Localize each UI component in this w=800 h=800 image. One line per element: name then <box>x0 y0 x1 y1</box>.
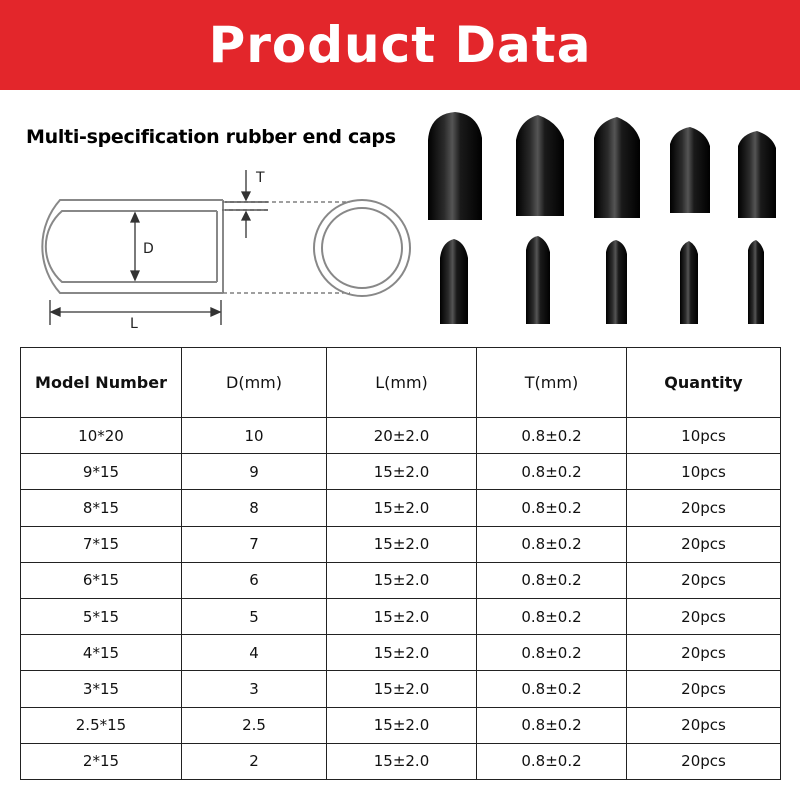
cell-d: 2.5 <box>182 707 327 743</box>
cell-quantity: 20pcs <box>627 598 781 634</box>
cap-icon <box>738 131 776 218</box>
table-row <box>21 418 781 454</box>
table-row <box>21 635 781 671</box>
cell-quantity: 20pcs <box>627 562 781 598</box>
small-caps-row <box>440 236 764 324</box>
cell-model: 10*20 <box>21 418 182 454</box>
d-dimension <box>131 213 139 280</box>
cell-l: 15±2.0 <box>327 598 477 634</box>
cell-model: 2.5*15 <box>21 707 182 743</box>
cell-t: 0.8±0.2 <box>477 743 627 779</box>
header-model-number: Model Number <box>21 348 182 418</box>
cell-l: 20±2.0 <box>327 418 477 454</box>
page-title: Product Data <box>208 16 592 74</box>
label-l: L <box>130 316 138 332</box>
cell-l: 15±2.0 <box>327 526 477 562</box>
header-t: T(mm) <box>477 348 627 418</box>
cell-d: 8 <box>182 490 327 526</box>
cap-icon <box>748 240 764 324</box>
cell-model: 8*15 <box>21 490 182 526</box>
subtitle: Multi-specification rubber end caps <box>26 126 396 148</box>
cell-t: 0.8±0.2 <box>477 526 627 562</box>
cap-icon <box>516 115 564 216</box>
cell-quantity: 10pcs <box>627 418 781 454</box>
cell-d: 3 <box>182 671 327 707</box>
cell-l: 15±2.0 <box>327 671 477 707</box>
cell-l: 15±2.0 <box>327 490 477 526</box>
table-row <box>21 707 781 743</box>
cell-d: 4 <box>182 635 327 671</box>
table-row <box>21 454 781 490</box>
cell-t: 0.8±0.2 <box>477 490 627 526</box>
cell-d: 10 <box>182 418 327 454</box>
cell-d: 2 <box>182 743 327 779</box>
cap-icon <box>670 127 710 213</box>
cell-quantity: 20pcs <box>627 707 781 743</box>
cell-quantity: 20pcs <box>627 526 781 562</box>
cell-t: 0.8±0.2 <box>477 598 627 634</box>
cell-t: 0.8±0.2 <box>477 707 627 743</box>
cell-t: 0.8±0.2 <box>477 418 627 454</box>
cell-quantity: 20pcs <box>627 743 781 779</box>
cell-model: 2*15 <box>21 743 182 779</box>
cell-quantity: 20pcs <box>627 490 781 526</box>
product-caps-image <box>420 100 800 340</box>
header-d: D(mm) <box>182 348 327 418</box>
cell-l: 15±2.0 <box>327 454 477 490</box>
cell-t: 0.8±0.2 <box>477 671 627 707</box>
cell-t: 0.8±0.2 <box>477 562 627 598</box>
title-banner <box>0 0 800 90</box>
cap-icon <box>526 236 550 324</box>
cell-quantity: 10pcs <box>627 454 781 490</box>
cell-l: 15±2.0 <box>327 562 477 598</box>
cap-side-outline <box>42 200 223 293</box>
cell-d: 7 <box>182 526 327 562</box>
dimension-diagram <box>0 160 420 335</box>
cell-d: 9 <box>182 454 327 490</box>
cell-l: 15±2.0 <box>327 707 477 743</box>
cap-icon <box>428 112 482 220</box>
cell-t: 0.8±0.2 <box>477 454 627 490</box>
cell-model: 9*15 <box>21 454 182 490</box>
spec-table <box>20 347 781 780</box>
cell-model: 3*15 <box>21 671 182 707</box>
cell-quantity: 20pcs <box>627 671 781 707</box>
extension-lines <box>222 202 350 293</box>
cell-model: 7*15 <box>21 526 182 562</box>
cell-model: 5*15 <box>21 598 182 634</box>
cell-d: 6 <box>182 562 327 598</box>
table-row <box>21 743 781 779</box>
label-t: T <box>256 170 265 186</box>
cell-model: 6*15 <box>21 562 182 598</box>
cell-l: 15±2.0 <box>327 635 477 671</box>
table-row <box>21 526 781 562</box>
large-caps-row <box>428 112 776 220</box>
header-quantity: Quantity <box>627 348 781 418</box>
table-row <box>21 598 781 634</box>
cap-icon <box>606 240 627 324</box>
cell-d: 5 <box>182 598 327 634</box>
table-row <box>21 562 781 598</box>
table-header-row <box>21 348 781 418</box>
table-row <box>21 671 781 707</box>
cap-icon <box>594 117 640 218</box>
header-l: L(mm) <box>327 348 477 418</box>
cell-t: 0.8±0.2 <box>477 635 627 671</box>
cap-icon <box>440 239 468 324</box>
table-row <box>21 490 781 526</box>
cap-end-view <box>314 200 410 296</box>
cap-icon <box>680 241 698 324</box>
cell-l: 15±2.0 <box>327 743 477 779</box>
cell-quantity: 20pcs <box>627 635 781 671</box>
label-d: D <box>143 241 154 257</box>
cell-model: 4*15 <box>21 635 182 671</box>
